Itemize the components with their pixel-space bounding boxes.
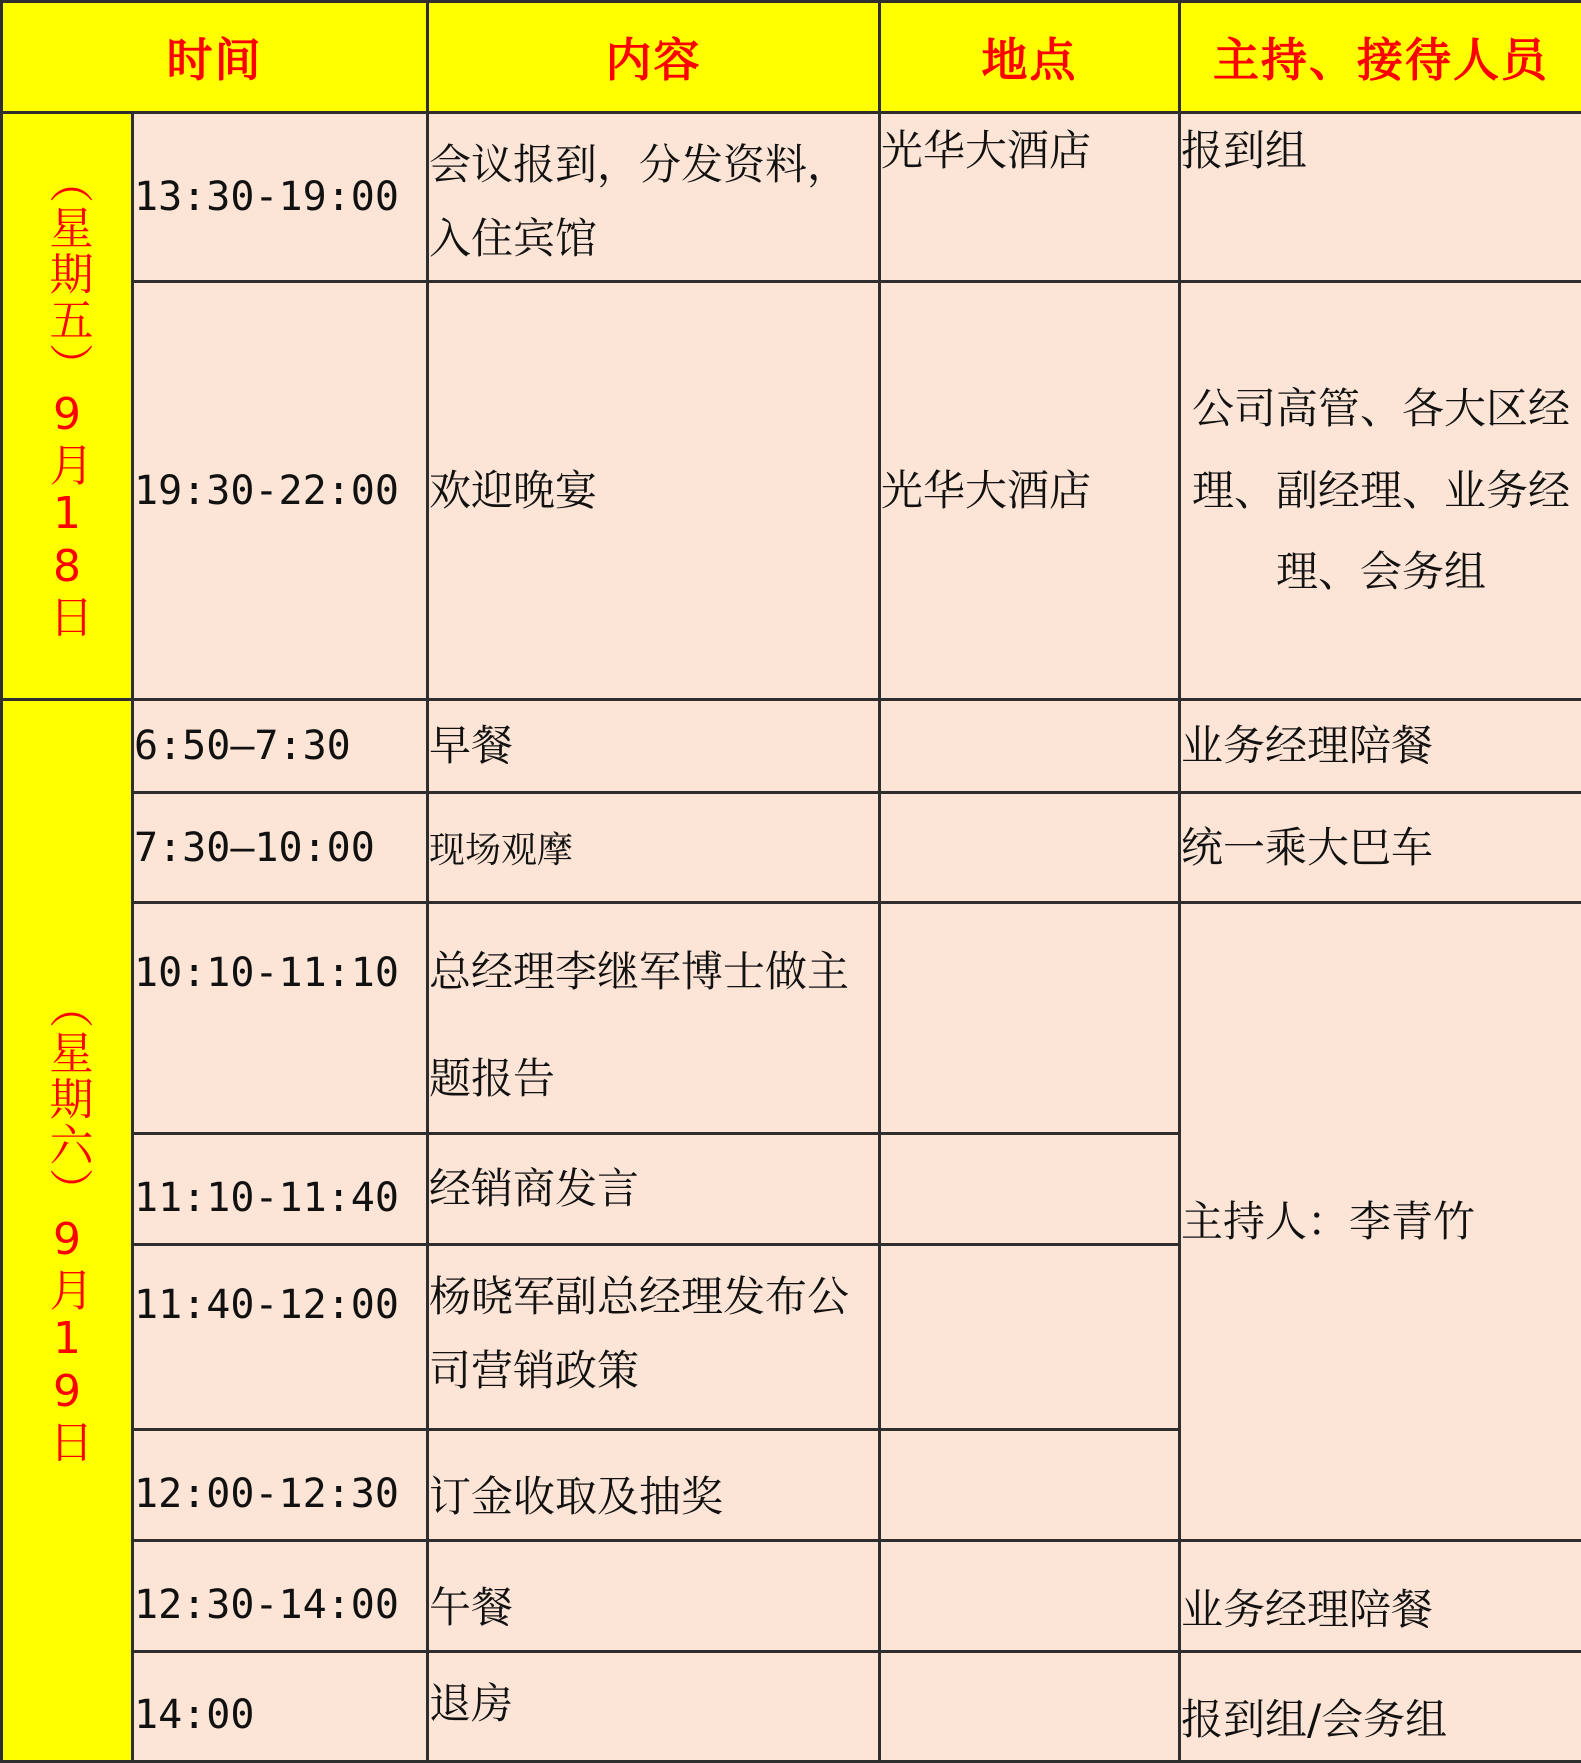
location-cell: 光华大酒店 <box>880 113 1180 282</box>
time-cell: 7:30—10:00 <box>133 793 428 903</box>
host-cell: 报到组/会务组 <box>1180 1652 1581 1762</box>
location-cell <box>880 1245 1180 1430</box>
host-cell: 报到组 <box>1180 113 1581 282</box>
location-cell <box>880 903 1180 1134</box>
content-cell: 订金收取及抽奖 <box>428 1430 880 1541</box>
time-cell: 14:00 <box>133 1652 428 1762</box>
table-row <box>2 113 1581 282</box>
host-cell: 公司高管、各大区经理、副经理、业务经理、会务组 <box>1180 282 1581 700</box>
header-time: 时间 <box>2 2 428 113</box>
time-cell: 12:30-14:00 <box>133 1541 428 1652</box>
header-content: 内容 <box>428 2 880 113</box>
content-cell: 退房 <box>428 1652 880 1762</box>
location-cell <box>880 1134 1180 1245</box>
table-row <box>2 903 1581 1134</box>
host-cell: 业务经理陪餐 <box>1180 1541 1581 1652</box>
content-cell: 早餐 <box>428 700 880 793</box>
time-cell: 10:10-11:10 <box>133 903 428 1134</box>
content-cell: 杨晓军副总经理发布公司营销政策 <box>428 1245 880 1430</box>
table-row <box>2 793 1581 903</box>
location-cell <box>880 793 1180 903</box>
day-label-friday: （星期五）9月18日 <box>2 113 133 700</box>
host-cell: 统一乘大巴车 <box>1180 793 1581 903</box>
content-cell: 总经理李继军博士做主题报告 <box>428 903 880 1134</box>
header-row <box>2 2 1581 113</box>
time-cell: 6:50—7:30 <box>133 700 428 793</box>
location-cell <box>880 700 1180 793</box>
table-row <box>2 282 1581 700</box>
content-cell: 会议报到，分发资料，入住宾馆 <box>428 113 880 282</box>
content-cell: 欢迎晚宴 <box>428 282 880 700</box>
content-cell: 午餐 <box>428 1541 880 1652</box>
host-cell: 业务经理陪餐 <box>1180 700 1581 793</box>
table-row <box>2 1652 1581 1762</box>
header-host: 主持、接待人员 <box>1180 2 1581 113</box>
host-cell: 主持人：李青竹 <box>1180 903 1581 1541</box>
day-label-saturday: （星期六）9月19日 <box>2 700 133 1762</box>
location-cell <box>880 1541 1180 1652</box>
content-cell: 经销商发言 <box>428 1134 880 1245</box>
location-cell: 光华大酒店 <box>880 282 1180 700</box>
time-cell: 11:40-12:00 <box>133 1245 428 1430</box>
table-row <box>2 700 1581 793</box>
table-row <box>2 1541 1581 1652</box>
location-cell <box>880 1652 1180 1762</box>
time-cell: 13:30-19:00 <box>133 113 428 282</box>
content-cell: 现场观摩 <box>428 793 880 903</box>
location-cell <box>880 1430 1180 1541</box>
header-location: 地点 <box>880 2 1180 113</box>
time-cell: 19:30-22:00 <box>133 282 428 700</box>
time-cell: 11:10-11:40 <box>133 1134 428 1245</box>
time-cell: 12:00-12:30 <box>133 1430 428 1541</box>
